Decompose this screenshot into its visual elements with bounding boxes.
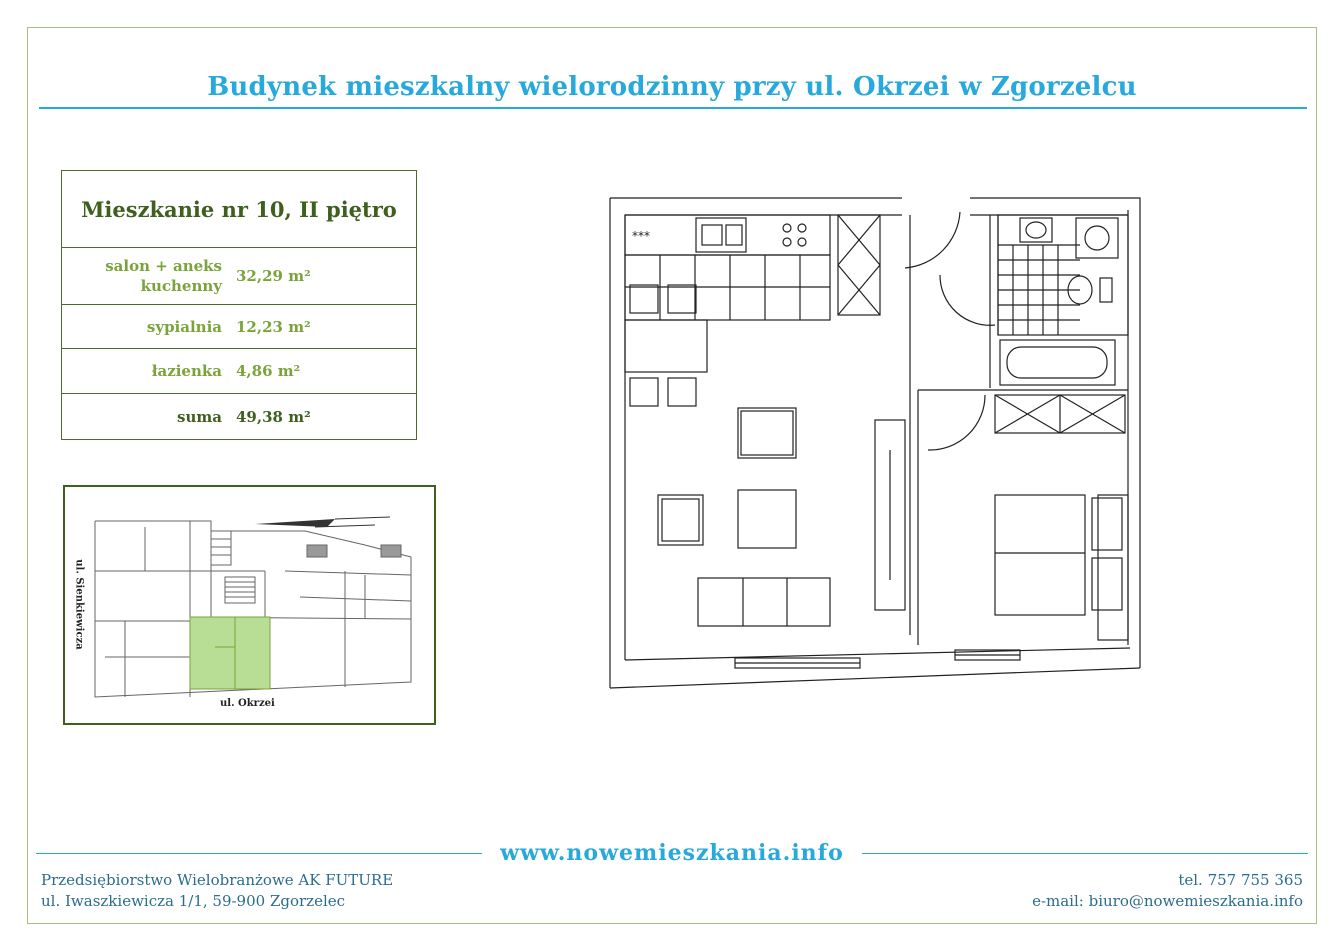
street-label-left: ul. Sienkiewicza [73, 559, 85, 650]
stove-knobs: *** [632, 229, 650, 243]
street-label-left-wrap [69, 557, 89, 657]
key-plan [63, 485, 436, 725]
email-address[interactable]: e-mail: biuro@nowemieszkania.info [1032, 892, 1303, 910]
room-area-living: 32,29 m² [228, 248, 417, 305]
apartment-highlight [190, 617, 270, 689]
total-area: 49,38 m² [228, 394, 417, 440]
room-area-bedroom: 12,23 m² [228, 305, 417, 349]
room-area-bathroom: 4,86 m² [228, 349, 417, 394]
room-label-bedroom: sypialnia [62, 305, 229, 349]
website-link[interactable]: www.nowemieszkania.info [500, 840, 844, 866]
page-title: Budynek mieszkalny wielorodzinny przy ul. Okrzei w Zgorzelcu [207, 72, 1137, 102]
floor-plan [600, 190, 1150, 700]
title-divider [39, 107, 1307, 109]
room-label-bathroom: łazienka [62, 349, 229, 394]
phone-number: tel. 757 755 365 [1178, 871, 1303, 889]
apartment-heading: Mieszkanie nr 10, II piętro [62, 171, 417, 248]
area-table [61, 170, 417, 440]
key-plan-drawing [65, 487, 434, 723]
company-address: ul. Iwaszkiewicza 1/1, 59-900 Zgorzelec [41, 892, 346, 910]
street-label-bottom: ul. Okrzei [220, 698, 275, 709]
company-name: Przedsiębiorstwo Wielobranżowe AK FUTURE [41, 871, 394, 889]
total-label: suma [62, 394, 229, 440]
room-label-living: salon + aneks kuchenny [62, 248, 229, 305]
